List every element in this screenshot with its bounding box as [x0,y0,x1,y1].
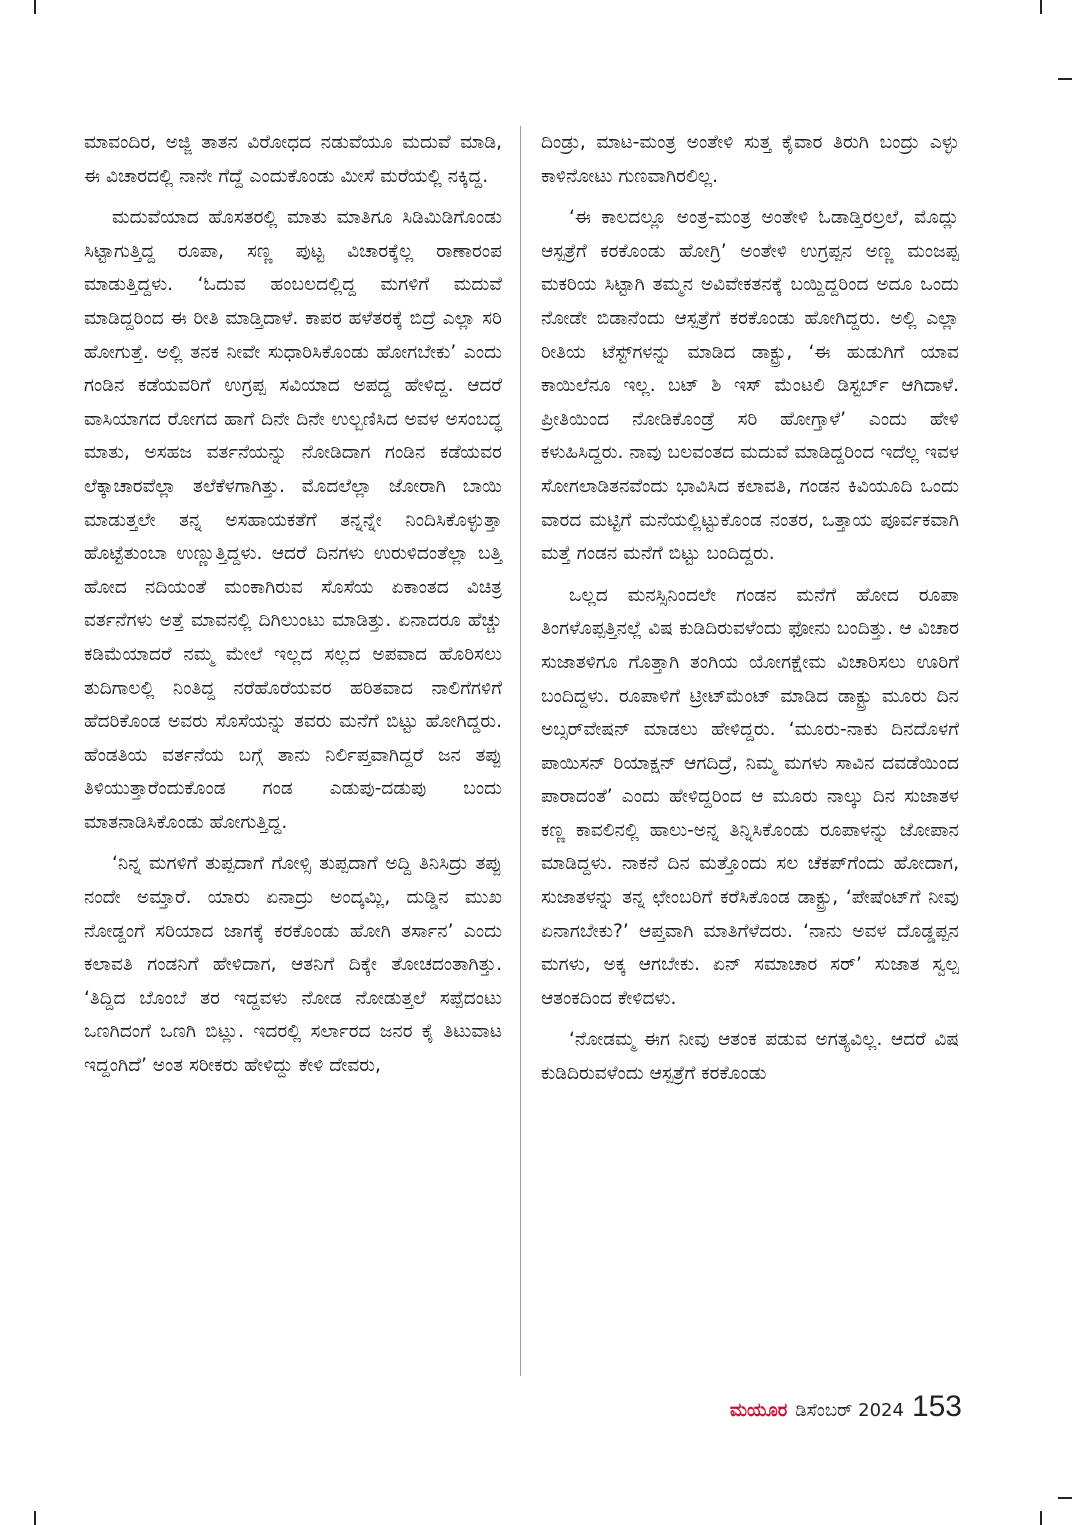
crop-mark-bottom-left [34,1511,36,1525]
crop-mark-bottom-right [1040,1511,1042,1525]
paragraph: ಮದುವೆಯಾದ ಹೊಸತರಲ್ಲಿ ಮಾತು ಮಾತಿಗೂ ಸಿಡಿಮಿಡಿಗೊಂಡು ಸಿಟ್ಟಾಗುತ್ತಿದ್ದ ರೂಪಾ, ಸಣ್ಣ ಪುಟ್ಟ ವಿಚಾರಕ್ಕೆಲ್ಲ ರಾಣಾರಂಪ ಮಾಡುತ್ತಿದ್ದಳು. ‘ಓದುವ ಹಂಬಲದಲ್ಲಿದ್ದ ಮಗಳಿಗೆ ಮದುವೆ ಮಾಡಿದ್ದರಿಂದ ಈ ರೀತಿ ಮಾಡ್ತಿದಾಳೆ. ಕಾಪರ ಹಳೆತರಕ್ಕೆ ಬಿದ್ರೆ ಎಲ್ಲಾ ಸರಿ ಹೋಗುತ್ತೆ. ಅಲ್ಲಿ ತನಕ ನೀವೇ ಸುಧಾರಿಸಿಕೊಂಡು ಹೋಗಬೇಕು’ ಎಂದು ಗಂಡಿನ ಕಡೆಯವರಿಗೆ ಉಗ್ರಪ್ಪ ಸವಿಯಾದ ಅಪದ್ದ ಹೇಳಿದ್ದ. ಆದರೆ ವಾಸಿಯಾಗದ ರೋಗದ ಹಾಗೆ ದಿನೇ ದಿನೇ ಉಲ್ಬಣಿಸಿದ ಅವಳ ಅಸಂಬದ್ಧ ಮಾತು, ಅಸಹಜ ವರ್ತನೆಯನ್ನು ನೋಡಿದಾಗ ಗಂಡಿನ ಕಡೆಯವರ ಲೆಕ್ಕಾಚಾರವೆಲ್ಲಾ ತಲೆಕೆಳಗಾಗಿತ್ತು. ಮೊದಲೆಲ್ಲಾ ಜೋರಾಗಿ ಬಾಯಿ ಮಾಡುತ್ತಲೇ ತನ್ನ ಅಸಹಾಯಕತೆಗೆ ತನ್ನನ್ನೇ ನಿಂದಿಸಿಕೊಳ್ಳುತ್ತಾ ಹೊಟ್ಟೆತುಂಬಾ ಉಣ್ಣುತ್ತಿದ್ದಳು. ಆದರೆ ದಿನಗಳು ಉರುಳಿದಂತೆಲ್ಲಾ ಬತ್ತಿ ಹೋದ ನದಿಯಂತೆ ಮಂಕಾಗಿರುವ ಸೊಸೆಯ ಏಕಾಂತದ ವಿಚಿತ್ರ ವರ್ತನೆಗಳು ಅತ್ತೆ ಮಾವನಲ್ಲಿ ದಿಗಿಲುಂಟು ಮಾಡಿತ್ತು. ಏನಾದರೂ ಹೆಚ್ಚು ಕಡಿಮೆಯಾದರೆ ನಮ್ಮ ಮೇಲೆ ಇಲ್ಲದ ಸಲ್ಲದ ಅಪವಾದ ಹೊರಿಸಲು ತುದಿಗಾಲಲ್ಲಿ ನಿಂತಿದ್ದ ನರೆಹೊರೆಯವರ ಹರಿತವಾದ ನಾಲಿಗೆಗಳಿಗೆ ಹೆದರಿಕೊಂಡ ಅವರು ಸೊಸೆಯನ್ನು ತವರು ಮನೆಗೆ ಬಿಟ್ಟು ಹೋಗಿದ್ದರು. ಹೆಂಡತಿಯ ವರ್ತನೆಯ ಬಗ್ಗೆ ತಾನು ನಿರ್ಲಿಪ್ತವಾಗಿದ್ದರೆ ಜನ ತಪ್ಪು ತಿಳಿಯುತ್ತಾರೆಂದುಕೊಂಡ ಗಂಡ ಎಡುಪು-ದಡುಪು ಬಂದು ಮಾತನಾಡಿಸಿಕೊಂಡು ಹೋಗುತ್ತಿದ್ದ. [84,207,502,833]
paragraph: ‘ಈ ಕಾಲದಲ್ಲೂ ಅಂತ್ರ-ಮಂತ್ರ ಅಂತೇಳಿ ಓಡಾಡ್ತಿರಲ್ರಲೆ, ಮೊದ್ಲು ಆಸ್ಪತ್ರೆಗೆ ಕರಕೊಂಡು ಹೋಗ್ರಿ’ ಅಂತೇಳಿ ಉಗ್ರಪ್ಪನ ಅಣ್ಣ ಮಂಜಪ್ಪ ಮಕರಿಯ ಸಿಟ್ಟಾಗಿ ತಮ್ಮನ ಅವಿವೇಕತನಕ್ಕೆ ಬಯ್ದಿದ್ದರಿಂದ ಅದೂ ಒಂದು ನೋಡೇ ಬಿಡಾನೆಂದು ಆಸ್ಪತ್ರೆಗೆ ಕರಕೊಂಡು ಹೋಗಿದ್ದರು. ಅಲ್ಲಿ ಎಲ್ಲಾ ರೀತಿಯ ಟೆಸ್ಟ್‌ಗಳನ್ನು ಮಾಡಿದ ಡಾಕ್ಟ್ರು, ‘ಈ ಹುಡುಗಿಗೆ ಯಾವ ಕಾಯಿಲೆನೂ ಇಲ್ಲ. ಬಟ್ ಶಿ ಇಸ್ ಮೆಂಟಲಿ ಡಿಸ್ಟರ್ಬ್ ಆಗಿದಾಳೆ. ಪ್ರೀತಿಯಿಂದ ನೋಡಿಕೊಂಡ್ರೆ ಸರಿ ಹೋಗ್ತಾಳೆ’ ಎಂದು ಹೇಳಿ ಕಳುಹಿಸಿದ್ದರು. ನಾವು ಬಲವಂತದ ಮದುವೆ ಮಾಡಿದ್ದರಿಂದ ಇದೆಲ್ಲ ಇವಳ ಸೋಗಲಾಡಿತನವೆಂದು ಭಾವಿಸಿದ ಕಲಾವತಿ, ಗಂಡನ ಕಿವಿಯೂದಿ ಒಂದು ವಾರದ ಮಟ್ಟಿಗೆ ಮನೆಯಲ್ಲಿಟ್ಟುಕೊಂಡ ನಂತರ, ಒತ್ತಾಯ ಪೂರ್ವಕವಾಗಿ ಮತ್ತೆ ಗಂಡನ ಮನೆಗೆ ಬಿಟ್ಟು ಬಂದಿದ್ದರು. [541,207,959,565]
column-divider [520,126,521,1376]
left-column [84,126,502,1091]
crop-mark-right-upper [1058,78,1072,80]
page-footer [730,1390,962,1424]
magazine-brand-logo: ಮಯೂರ [729,1400,788,1421]
paragraph: ಮಾವಂದಿರ, ಅಜ್ಜಿ ತಾತನ ವಿರೋಧದ ನಡುವೆಯೂ ಮದುವೆ ಮಾಡಿ, ಈ ವಿಚಾರದಲ್ಲಿ ನಾನೇ ಗೆದ್ದೆ ಎಂದುಕೊಂಡು ಮೀಸೆ ಮರೆಯಲ್ಲಿ ನಕ್ಕಿದ್ದ. [84,132,502,187]
crop-mark-top-right [1040,0,1042,14]
right-column [541,126,959,1099]
paragraph: ‘ನೋಡಮ್ಮ ಈಗ ನೀವು ಆತಂಕ ಪಡುವ ಅಗತ್ಯವಿಲ್ಲ. ಆದರೆ ವಿಷ ಕುಡಿದಿರುವಳೆಂದು ಆಸ್ಪತ್ರೆಗೆ ಕರಕೊಂಡು [541,1029,959,1085]
crop-mark-top-left [34,0,36,14]
crop-mark-right-lower [1058,1497,1072,1499]
paragraph: ‘ನಿನ್ನ ಮಗಳಿಗೆ ತುಪ್ಪದಾಗೆ ಗೋಳ್ಸಿ ತುಪ್ಪದಾಗೆ ಅದ್ದಿ ತಿನಿಸಿದ್ರು ತಪ್ಪು ನಂದೇ ಅಮ್ತಾರೆ. ಯಾರು ಏನಾದ್ರು ಅಂದ್ಕಮ್ಲಿ, ದುಡ್ಡಿನ ಮುಖ ನೋಡ್ದಂಗೆ ಸರಿಯಾದ ಜಾಗಕ್ಕೆ ಕರಕೊಂಡು ಹೋಗಿ ತರ್ಸಾನ’ ಎಂದು ಕಲಾವತಿ ಗಂಡನಿಗೆ ಹೇಳಿದಾಗ, ಆತನಿಗೆ ದಿಕ್ಕೇ ತೋಚದಂತಾಗಿತ್ತು. ‘ತಿದ್ದಿದ ಬೊಂಬೆ ತರ ಇದ್ದವಳು ನೋಡ ನೋಡುತ್ತಲೆ ಸಪ್ಪೆದಂಟು ಒಣಗಿದಂಗೆ ಒಣಗಿ ಬಿಟ್ಲು. ಇದರಲ್ಲಿ ಸರ್ಲಾರದ ಜನರ ಕೈ ತಿಟುವಾಟ ಇದ್ದಂಗಿದೆ’ ಅಂತ ಸರೀಕರು ಹೇಳಿದ್ದು ಕೇಳಿ ದೇವರು, [84,853,502,1077]
paragraph: ದಿಂಡ್ರು, ಮಾಟ-ಮಂತ್ರ ಅಂತೇಳಿ ಸುತ್ತ ಕೈವಾರ ತಿರುಗಿ ಬಂದ್ರು ಎಳ್ಳು ಕಾಳಿನೋಟು ಗುಣವಾಗಿರಲಿಲ್ಲ. [541,132,959,187]
paragraph: ಒಲ್ಲದ ಮನಸ್ಸಿನಿಂದಲೇ ಗಂಡನ ಮನೆಗೆ ಹೋದ ರೂಪಾ ತಿಂಗಳೊಪ್ಪತ್ತಿನಲ್ಲೆ ವಿಷ ಕುಡಿದಿರುವಳೆಂದು ಫೋನು ಬಂದಿತ್ತು. ಆ ವಿಚಾರ ಸುಜಾತಳಿಗೂ ಗೊತ್ತಾಗಿ ತಂಗಿಯ ಯೋಗಕ್ಷೇಮ ವಿಚಾರಿಸಲು ಊರಿಗೆ ಬಂದಿದ್ದಳು. ರೂಪಾಳಿಗೆ ಟ್ರೀಟ್‌ಮೆಂಟ್ ಮಾಡಿದ ಡಾಕ್ಟ್ರು ಮೂರು ದಿನ ಅಬ್ಸರ್‌ವೇಷನ್ ಮಾಡಲು ಹೇಳಿದ್ದರು. ‘ಮೂರು-ನಾಕು ದಿನದೊಳಗೆ ಪಾಯಿಸನ್ ರಿಯಾಕ್ಷನ್ ಆಗದಿದ್ರೆ, ನಿಮ್ಮ ಮಗಳು ಸಾವಿನ ದವಡೆಯಿಂದ ಪಾರಾದಂತೆ’ ಎಂದು ಹೇಳಿದ್ದರಿಂದ ಆ ಮೂರು ನಾಲ್ಕು ದಿನ ಸುಜಾತಳ ಕಣ್ಣ ಕಾವಲಿನಲ್ಲಿ ಹಾಲು-ಅನ್ನ ತಿನ್ನಿಸಿಕೊಂಡು ರೂಪಾಳನ್ನು ಜೋಪಾನ ಮಾಡಿದ್ದಳು. ನಾಕನೆ ದಿನ ಮತ್ತೊಂದು ಸಲ ಚೆಕಪ್‌ಗೆಂದು ಹೋದಾಗ, ಸುಜಾತಳನ್ನು ತನ್ನ ಛೇಂಬರಿಗೆ ಕರೆಸಿಕೊಂಡ ಡಾಕ್ಟ್ರು, ‘ಪೇಷೆಂಟ್‌ಗೆ ನೀವು ಏನಾಗಬೇಕು?’ ಆಪ್ತವಾಗಿ ಮಾತಿಗೆಳೆದರು. ‘ನಾನು ಅವಳ ದೊಡ್ಡಪ್ಪನ ಮಗಳು, ಅಕ್ಕ ಆಗಬೇಕು. ಏನ್ ಸಮಾಚಾರ ಸರ್’ ಸುಜಾತ ಸ್ವಲ್ಪ ಆತಂಕದಿಂದ ಕೇಳಿದಳು. [541,584,959,1009]
issue-date: ಡಿಸೆಂಬರ್ 2024 [795,1400,904,1421]
page-number: 153 [911,1390,962,1423]
